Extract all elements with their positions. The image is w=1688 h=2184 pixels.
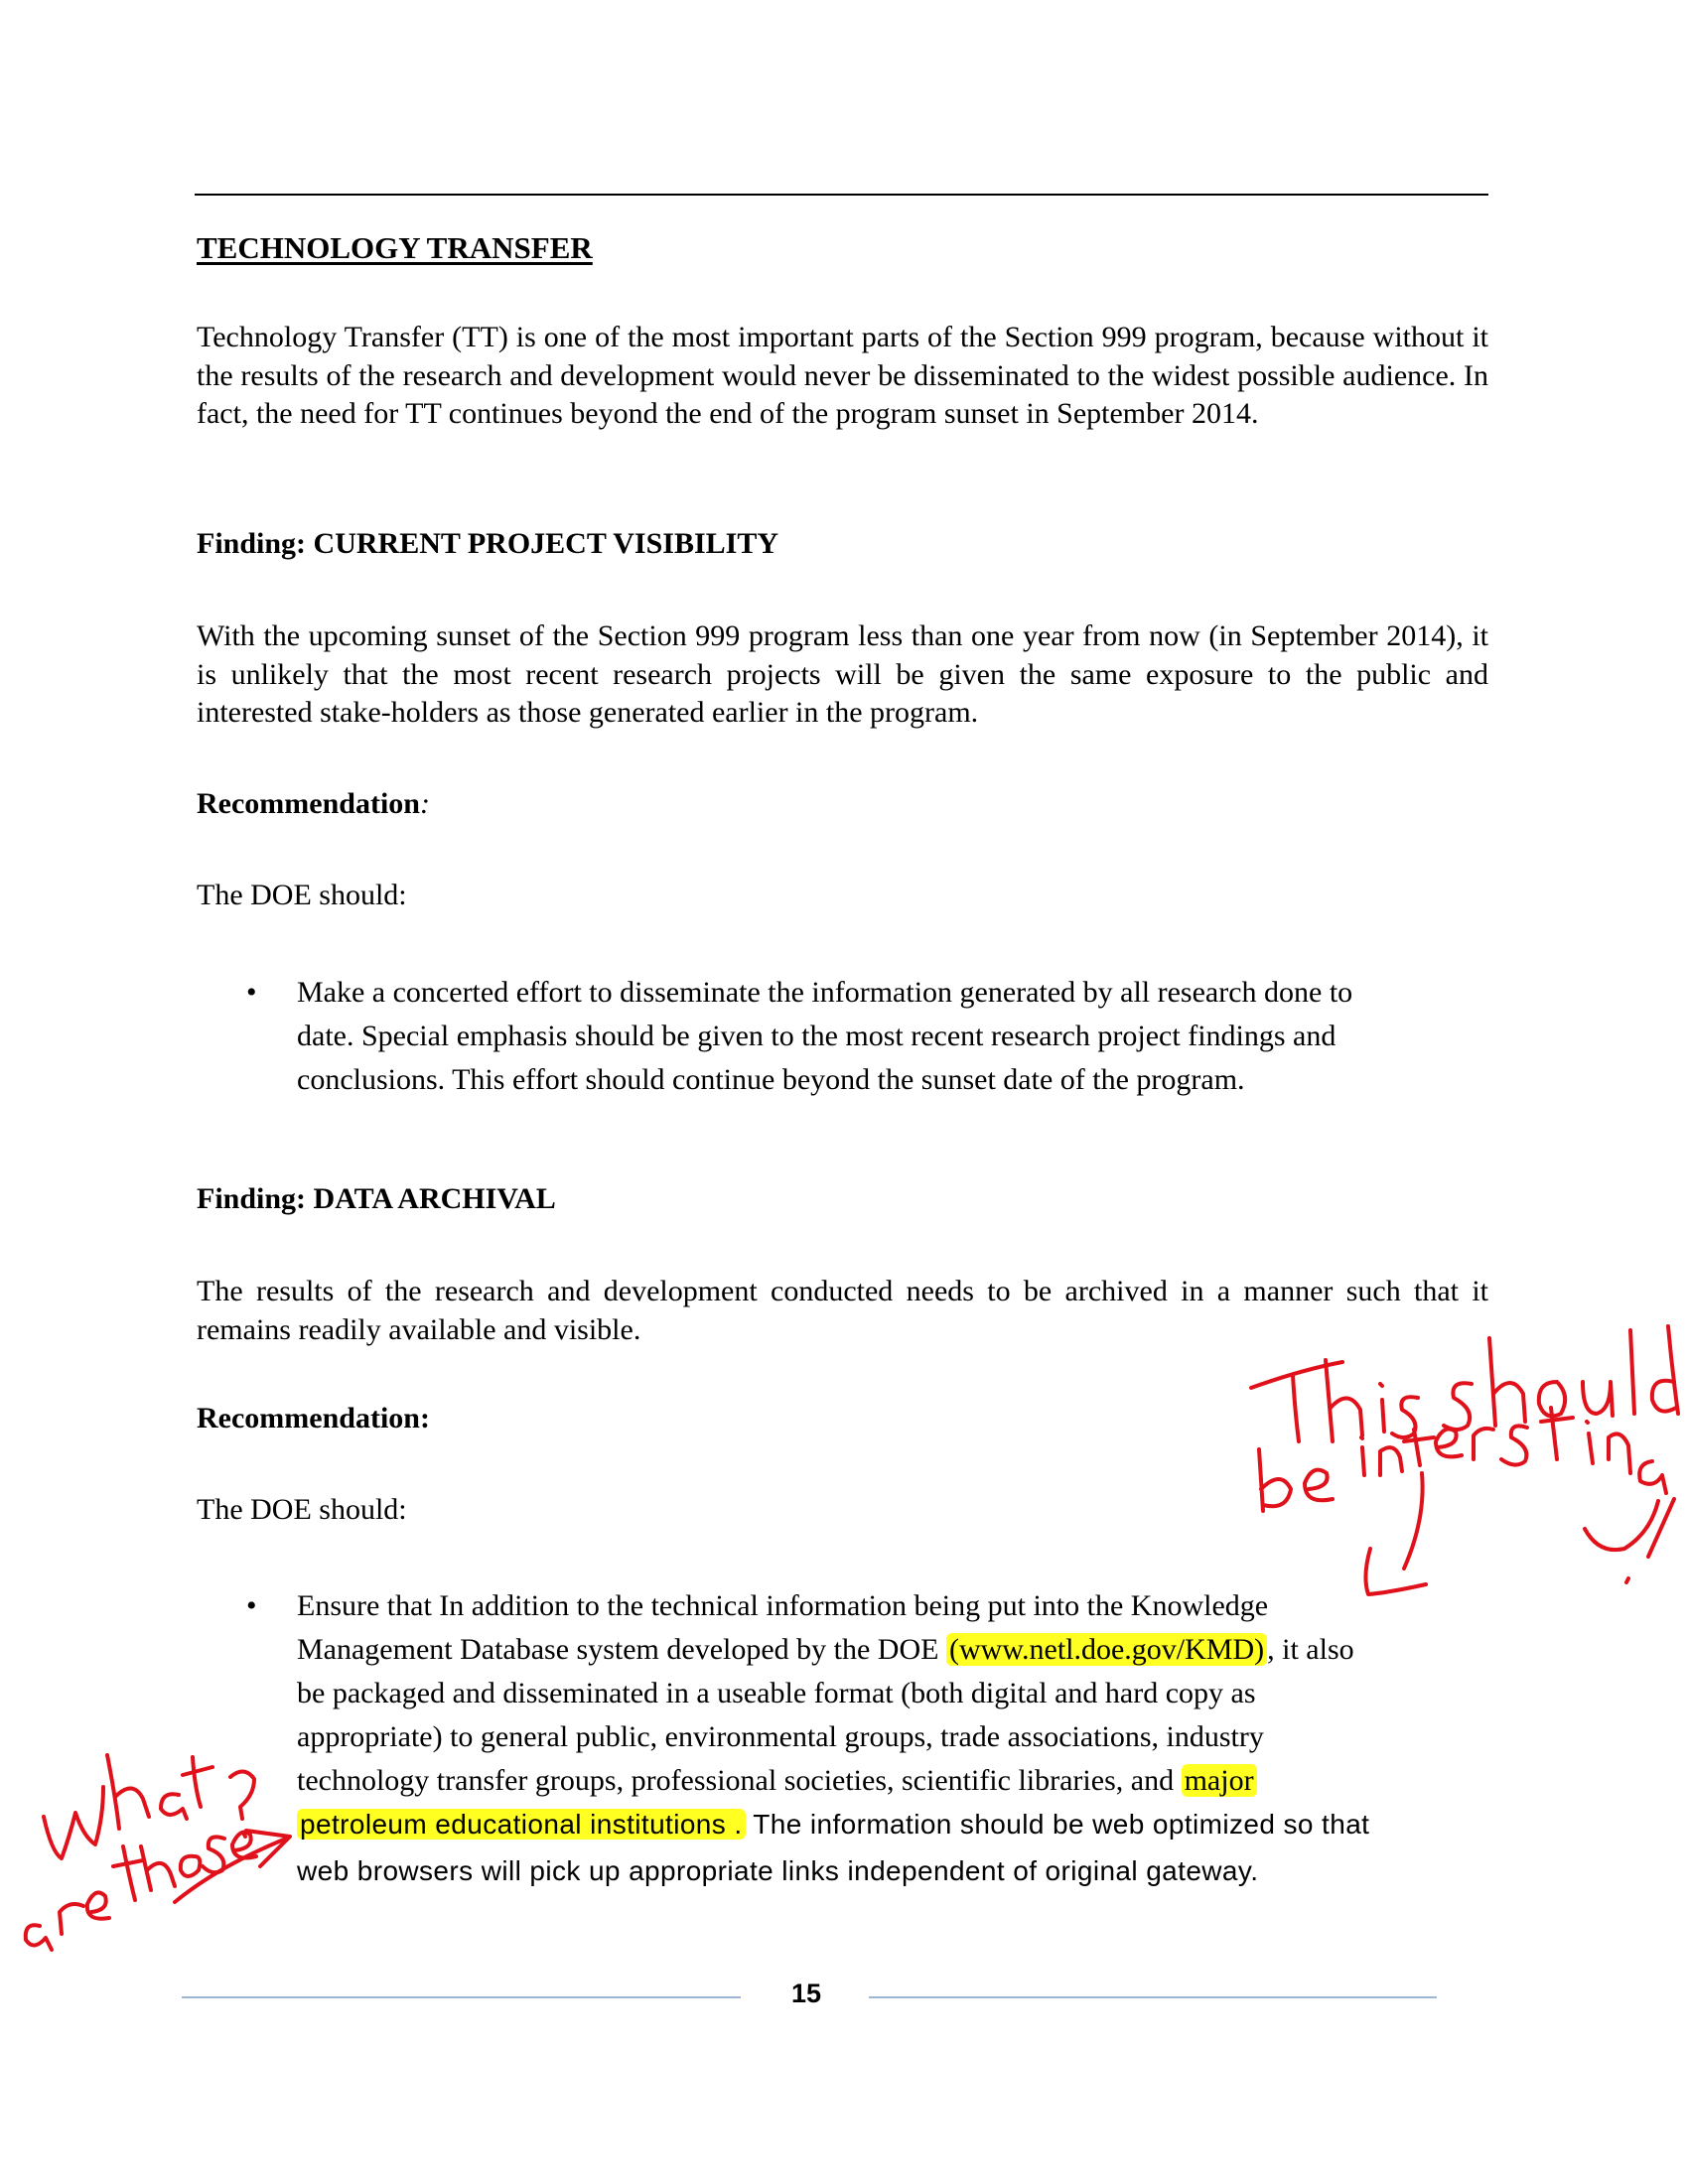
finding-visibility-heading: Finding: CURRENT PROJECT VISIBILITY: [197, 527, 779, 560]
section-title: TECHNOLOGY TRANSFER: [197, 230, 593, 265]
bullet-2-dot: •: [246, 1589, 257, 1622]
bullet-2-line-6: [297, 1803, 1369, 1846]
finding-archival-heading: Finding: DATA ARCHIVAL: [197, 1182, 556, 1215]
doe-should-2: The DOE should:: [197, 1493, 407, 1526]
right-note-ink: [1251, 1326, 1678, 1594]
bullet-2-line-5-before: technology transfer groups, professional societies, scientific libraries, and: [297, 1764, 1182, 1797]
bullet-1-dot: •: [246, 976, 257, 1009]
kmd-link-highlight: (www.netl.doe.gov/KMD): [946, 1633, 1267, 1666]
recommendation-1-colon: :: [419, 787, 430, 820]
doe-should-1: The DOE should:: [197, 879, 407, 911]
top-rule: [195, 194, 1488, 196]
bullet-1-line-3: conclusions. This effort should continue beyond the sunset date of the program.: [297, 1063, 1245, 1096]
page-number: 15: [790, 1979, 822, 2008]
recommendation-2-heading: Recommendation:: [197, 1402, 430, 1434]
recommendation-1-heading: [197, 787, 430, 821]
bullet-2-line-2: [297, 1628, 1354, 1672]
bullet-2-line-3: be packaged and disseminated in a useable format (both digital and hard copy as: [297, 1677, 1256, 1709]
finding-archival-paragraph: The results of the research and development conducted needs to be archived in a manner such that it remains readily available and visible.: [197, 1275, 1488, 1346]
bullet-2-line-5: [297, 1759, 1257, 1803]
left-note-ink: [26, 1755, 290, 1950]
institutions-highlight: petroleum educational institutions .: [297, 1809, 746, 1840]
recommendation-1-label: Recommendation: [197, 787, 420, 820]
bullet-2-line-6-after: The information should be web optimized so that: [745, 1809, 1370, 1840]
intro-paragraph: Technology Transfer (TT) is one of the most important parts of the Section 999 program, because without it the results of the research and development would never be disseminated to the widest possible audience. In fact, the need for TT continues beyond the end of the program sunset in September 2014.: [197, 321, 1488, 430]
bullet-2-line-2-before: Management Database system developed by the DOE: [297, 1633, 946, 1666]
bullet-2-line-7: web browsers will pick up appropriate links independent of original gateway.: [297, 1855, 1259, 1886]
bullet-1-line-1: Make a concerted effort to disseminate the information generated by all research done to: [297, 976, 1353, 1009]
footer-rule-left: [182, 1996, 741, 1998]
bullet-2-line-4: appropriate) to general public, environmental groups, trade associations, industry: [297, 1720, 1264, 1753]
major-highlight: major: [1182, 1764, 1257, 1797]
bullet-2-line-1: Ensure that In addition to the technical information being put into the Knowledge: [297, 1589, 1269, 1622]
bullet-1-line-2: date. Special emphasis should be given to the most recent research project findings and: [297, 1020, 1336, 1052]
finding-visibility-paragraph: With the upcoming sunset of the Section 999 program less than one year from now (in September 2014), it is unlikely that the most recent research projects will be given the same exposure to the public and interested stake-holders as those generated earlier in the program.: [197, 619, 1488, 729]
footer-rule-right: [869, 1996, 1437, 1998]
bullet-2-line-2-after: , it also: [1267, 1633, 1354, 1666]
